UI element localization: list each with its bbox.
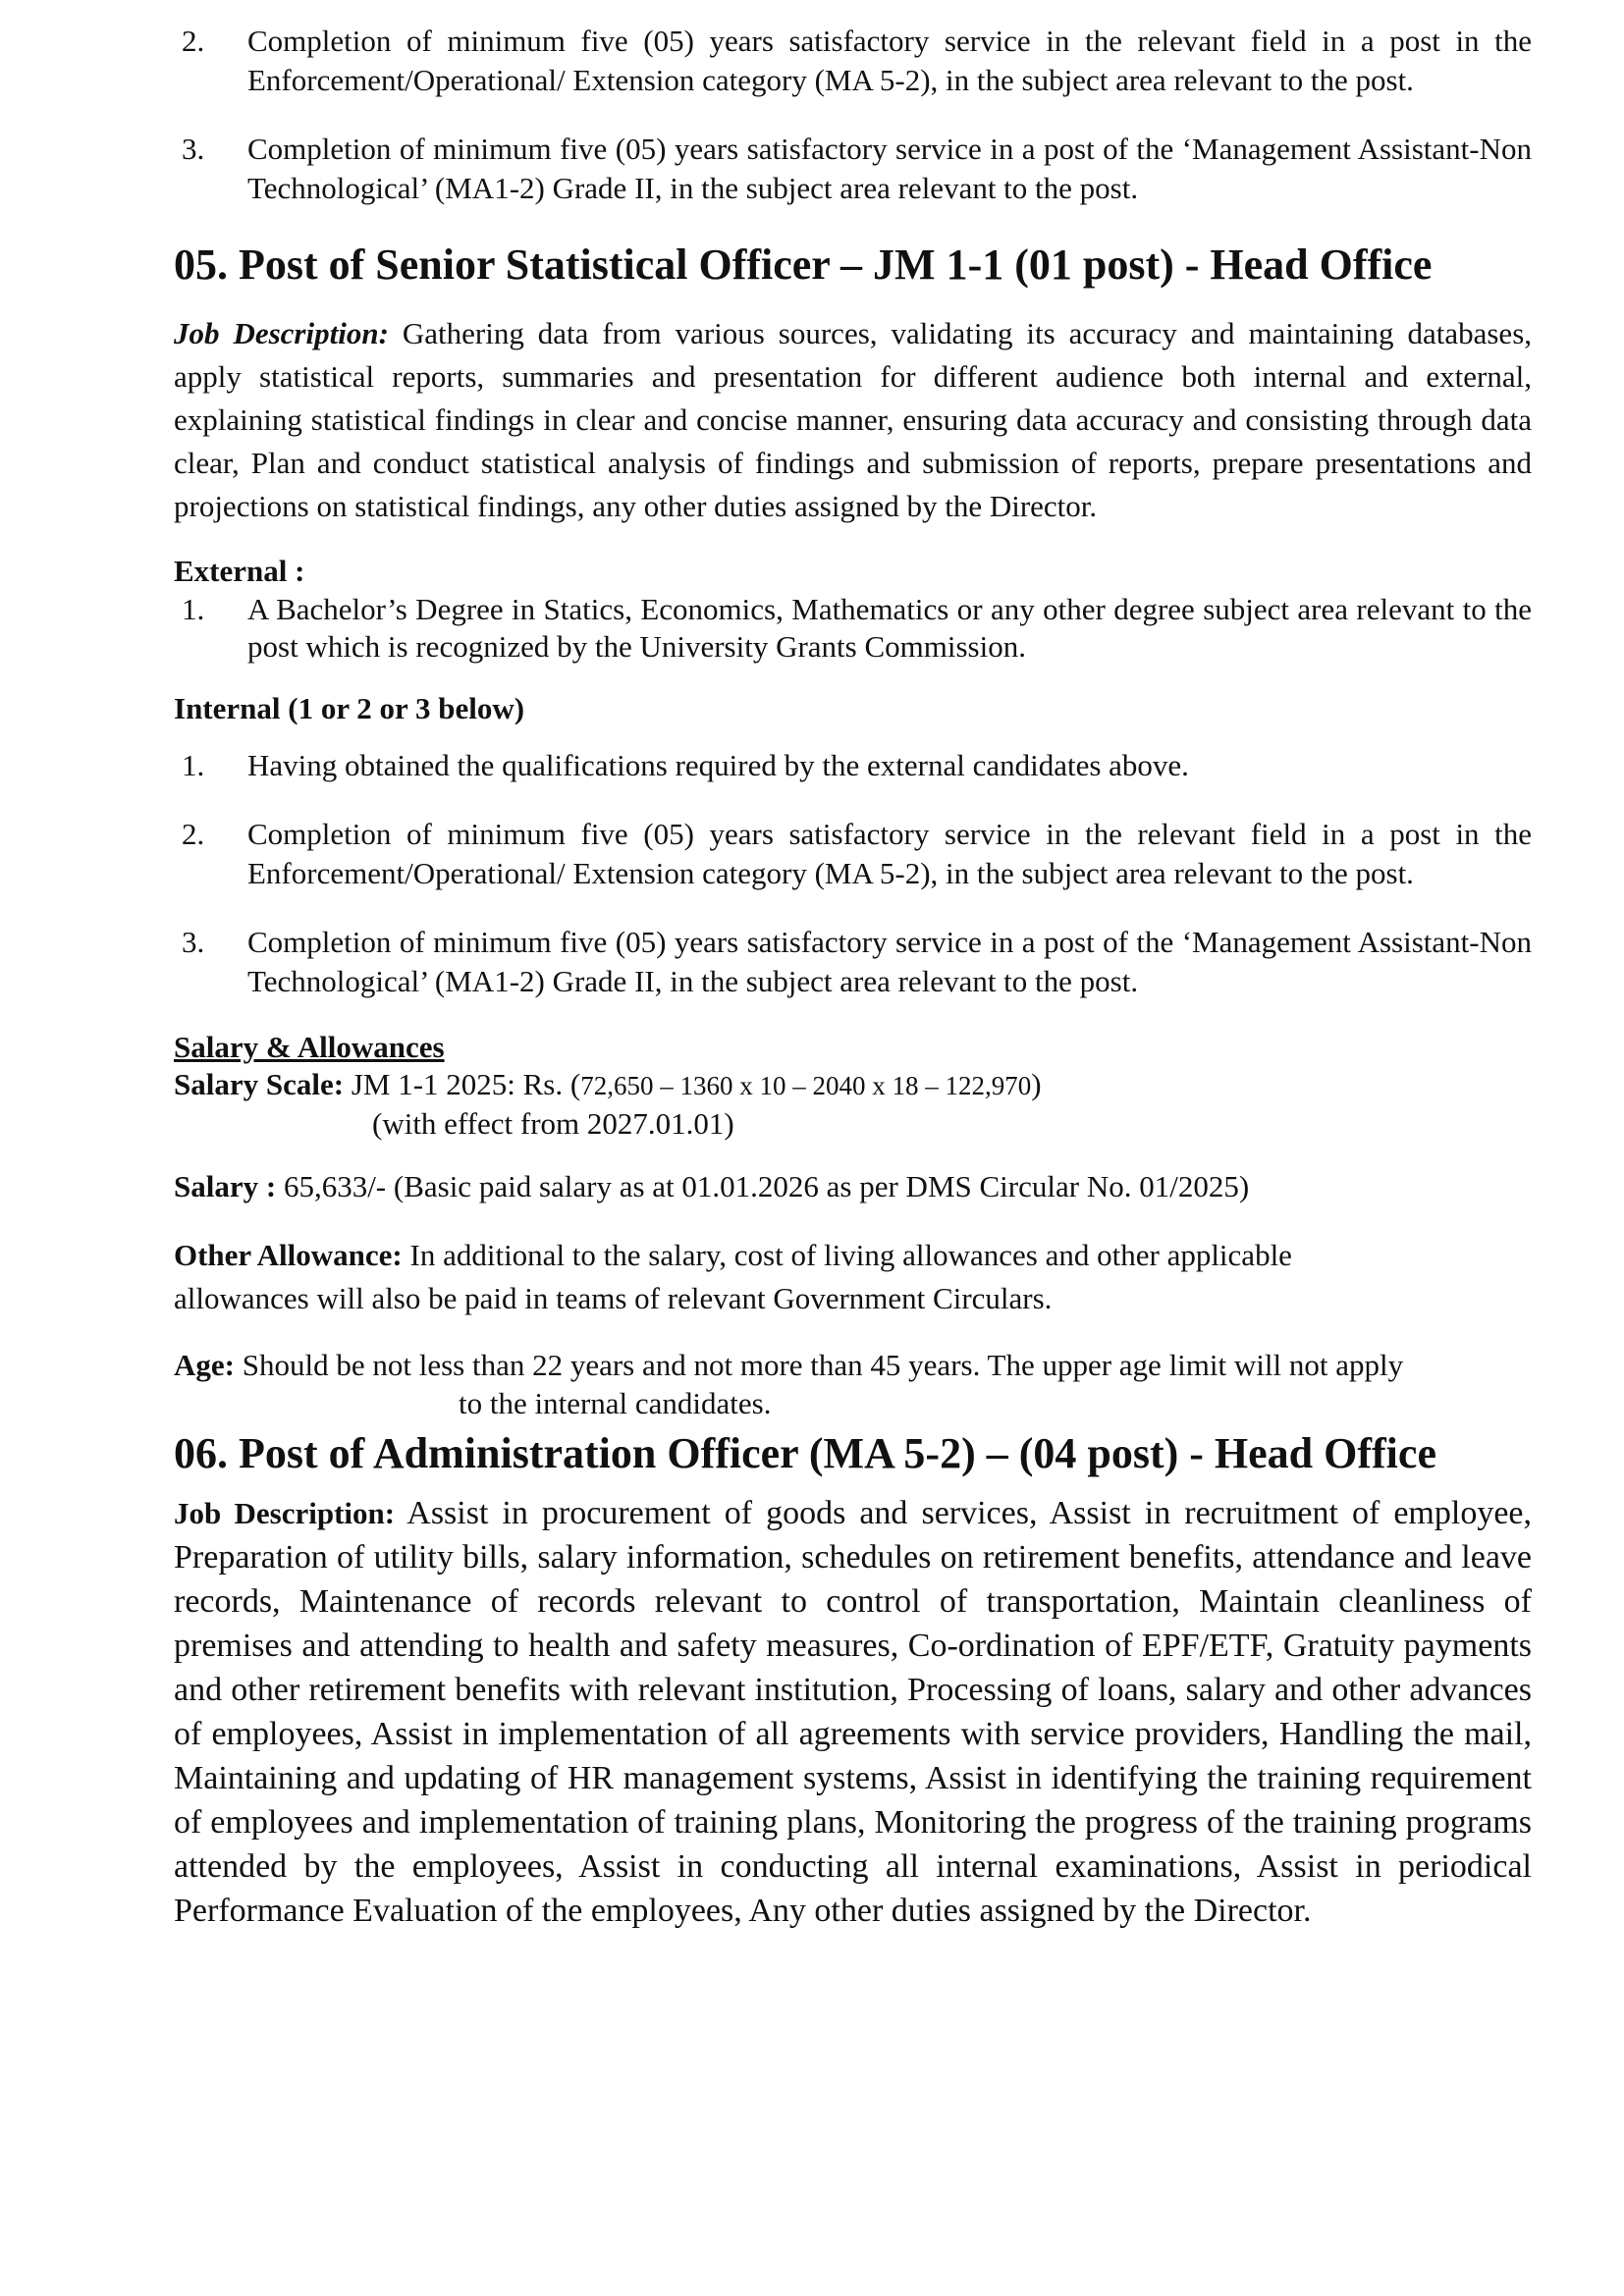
- salary-label: Salary :: [174, 1169, 277, 1203]
- internal-label: Internal (1 or 2 or 3 below): [174, 691, 525, 725]
- continued-list: [174, 22, 1532, 208]
- item-text: Having obtained the qualifications required by the external candidates above.: [247, 748, 1189, 782]
- external-label: External :: [174, 554, 305, 588]
- salary-allowances-heading: Salary & Allowances: [174, 1030, 445, 1064]
- list-item: [174, 591, 1532, 666]
- age-line-1: [174, 1346, 1532, 1385]
- internal-list: [174, 746, 1532, 1001]
- item-number: 1.: [182, 592, 205, 626]
- item-text: Completion of minimum five (05) years satisfactory service in a post of the ‘Management Assistant-Non Technological’ (MA1-2) Grade II, in the subject area relevant to the post.: [247, 925, 1532, 998]
- item-text: Completion of minimum five (05) years satisfactory service in a post of the ‘Management Assistant-Non Technological’ (MA1-2) Grade II, in the subject area relevant to the post.: [247, 132, 1532, 205]
- section-06-heading: 06. Post of Administration Officer (MA 5-2) – (04 post) - Head Office: [174, 1429, 1436, 1477]
- list-item: [174, 746, 1532, 785]
- job-description-label: Job Description:: [174, 1496, 396, 1530]
- salary-text: 65,633/- (Basic paid salary as at 01.01.2026 as per DMS Circular No. 01/2025): [276, 1169, 1250, 1203]
- list-item: [174, 923, 1532, 1001]
- age-requirement: [174, 1346, 1532, 1422]
- age-text: Should be not less than 22 years and not more than 45 years. The upper age limit will not apply: [234, 1348, 1404, 1382]
- salary-scale-values: 72,650 – 1360 x 10 – 2040 x 18 – 122,970: [580, 1071, 1032, 1100]
- item-text: A Bachelor’s Degree in Statics, Economics, Mathematics or any other degree subject area relevant to the post which is recognized by the University Grants Commission.: [247, 592, 1532, 664]
- other-allowance-label: Other Allowance:: [174, 1238, 403, 1272]
- other-allowance-text: In additional to the salary, cost of living allowances and other applicable allowances will also be paid in teams of relevant Government Circulars.: [174, 1238, 1292, 1315]
- salary-scale-suffix: ): [1031, 1067, 1042, 1101]
- section-05-heading: 05. Post of Senior Statistical Officer – JM 1-1 (01 post) - Head Office: [174, 240, 1433, 289]
- salary: [174, 1165, 1532, 1208]
- age-label: Age:: [174, 1348, 235, 1382]
- list-item: [174, 130, 1532, 208]
- job-description-text: Assist in procurement of goods and services, Assist in recruitment of employee, Preparation of utility bills, salary information, schedules on retirement benefits, attendance and leave records, Maintenance of records relevant to control of transportation, Maintain cleanliness of premises and attending to health and safety measures, Co-ordination of EPF/ETF, Gratuity payments and other retirement benefits with relevant institution, Processing of loans, salary and other advances of employees, Assist in implementation of all agreements with service providers, Handling the mail, Maintaining and updating of HR management systems, Assist in identifying the training requirement of employees and implementation of training plans, Monitoring the progress of the training programs attended by the employees, Assist in conducting all internal examinations, Assist in periodical Performance Evaluation of the employees, Any other duties assigned by the Director.: [174, 1495, 1532, 1929]
- item-number: 1.: [182, 748, 205, 782]
- item-number: 2.: [182, 24, 205, 58]
- list-item: [174, 815, 1532, 893]
- item-number: 3.: [182, 132, 205, 166]
- other-allowance: [174, 1234, 1411, 1320]
- section-05-job-description: [174, 312, 1532, 528]
- item-number: 3.: [182, 925, 205, 959]
- salary-scale: [174, 1066, 1532, 1104]
- page-content: [174, 22, 1532, 1933]
- item-text: Completion of minimum five (05) years satisfactory service in the relevant field in a post in the Enforcement/Operational/ Extension category (MA 5-2), in the subject area relevant to the post.: [247, 817, 1532, 890]
- salary-scale-label: Salary Scale:: [174, 1067, 345, 1101]
- age-line-2: to the internal candidates.: [459, 1386, 772, 1420]
- salary-scale-effect: (with effect from 2027.01.01): [372, 1106, 734, 1141]
- job-description-text: Gathering data from various sources, validating its accuracy and maintaining databases, apply statistical reports, summaries and presentation for different audience both internal and external, explaining statistical findings in clear and concise manner, ensuring data accuracy and consisting through data clear, Plan and conduct statistical analysis of findings and submission of reports, prepare presentations and projections on statistical findings, any other duties assigned by the Director.: [174, 316, 1533, 523]
- item-number: 2.: [182, 817, 205, 851]
- job-description-label: Job Description:: [174, 316, 389, 350]
- salary-scale-prefix: JM 1-1 2025: Rs. (: [344, 1067, 581, 1101]
- section-06-job-description: [174, 1491, 1532, 1933]
- item-text: Completion of minimum five (05) years satisfactory service in the relevant field in a post in the Enforcement/Operational/ Extension category (MA 5-2), in the subject area relevant to the post.: [247, 24, 1532, 97]
- list-item: [174, 22, 1532, 100]
